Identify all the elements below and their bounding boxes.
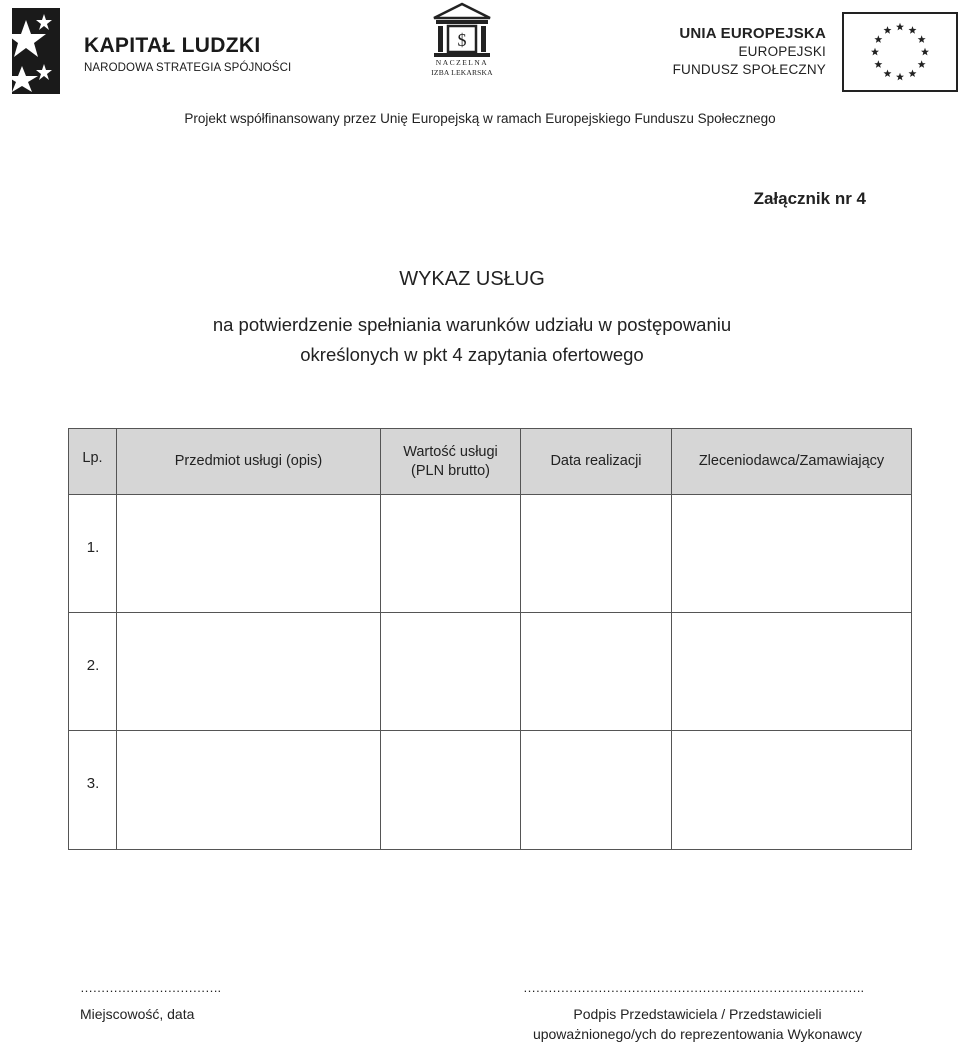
signature-label-line2: upoważnionego/ych do reprezentowania Wykonawcy (532, 1026, 863, 1042)
kapital-ludzki-subtitle: NARODOWA STRATEGIA SPÓJNOŚCI (84, 62, 292, 74)
column-client (672, 429, 911, 849)
column-date (521, 429, 672, 849)
kapital-ludzki-emblem-icon (4, 6, 64, 96)
svg-text:$: $ (457, 30, 467, 50)
eu-text-line3: FUNDUSZ SPOŁECZNY (672, 62, 826, 77)
nil-text-line2: IZBA LEKARSKA (431, 68, 493, 77)
nil-building-icon (430, 2, 494, 58)
column-subject (117, 429, 381, 849)
header-value-line1: Wartość usługi (403, 443, 498, 460)
eu-flag-icon (842, 12, 958, 92)
subtitle-line2: określonych w pkt 4 zapytania ofertowego (300, 344, 644, 365)
column-value (381, 429, 521, 849)
header-lp: Lp. (69, 429, 116, 495)
place-date-dots: ……………………………. (80, 980, 221, 995)
signature-dots: ………………………………………………………………………. (523, 980, 864, 995)
header-value-line2: (PLN brutto) (411, 462, 490, 479)
row-separator (69, 612, 911, 613)
signature-label-line1: Podpis Przedstawiciela / Przedstawicieli (573, 1006, 822, 1022)
naczelna-izba-lekarska-logo (430, 2, 494, 58)
eu-text-line1: UNIA EUROPEJSKA (679, 25, 826, 42)
header-value (381, 429, 520, 495)
services-table (68, 428, 912, 850)
document-subtitle (0, 310, 944, 370)
row-number-2: 2. (86, 657, 100, 674)
header-client: Zleceniodawca/Zamawiający (672, 429, 911, 495)
eu-text-line2: EUROPEJSKI (738, 44, 826, 59)
cofinancing-note: Projekt współfinansowany przez Unię Europejską w ramach Europejskiego Funduszu Społecznego (184, 111, 776, 126)
attachment-label: Załącznik nr 4 (753, 189, 866, 208)
header-date: Data realizacji (521, 429, 671, 495)
header-subject: Przedmiot usługi (opis) (117, 429, 380, 495)
row-number-1: 1. (86, 539, 100, 556)
nil-text-line1: NACZELNA (435, 58, 489, 67)
place-date-label: Miejscowość, data (80, 1006, 195, 1022)
document-title: WYKAZ USŁUG (399, 268, 545, 290)
kapital-ludzki-title: KAPITAŁ LUDZKI (84, 34, 261, 57)
subtitle-line1: na potwierdzenie spełniania warunków udziału w postępowaniu (212, 314, 732, 335)
row-separator (69, 730, 911, 731)
row-number-3: 3. (86, 775, 100, 792)
